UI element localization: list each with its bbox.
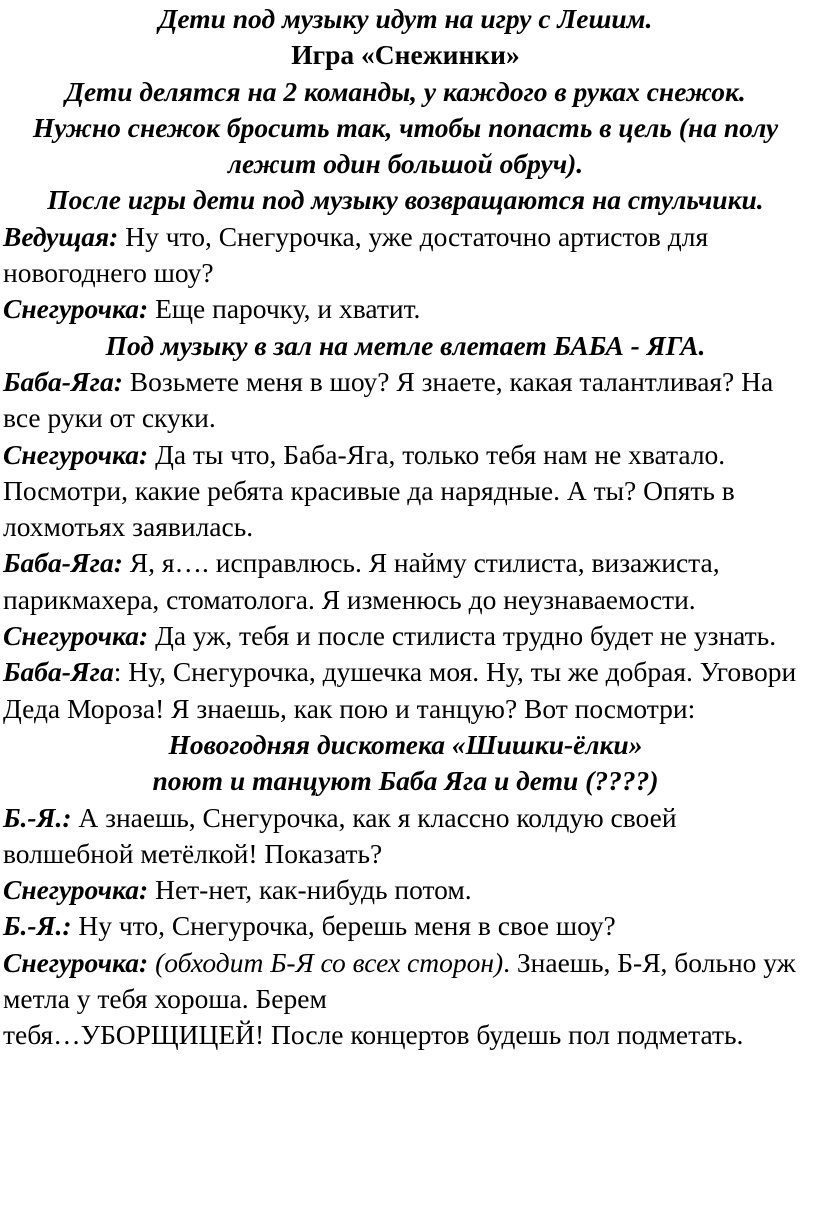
stage-direction: Под музыку в зал на метле влетает БАБА - ЯГА. [105,329,706,361]
dialogue-line [3,545,808,618]
speaker-name: Баба-Яга: [3,547,123,579]
speech-text: Еще парочку, и хватит. [148,293,421,325]
speaker-name: Б.-Я.: [3,801,72,833]
speaker-name: Снегурочка: [3,293,149,325]
dialogue-line [3,654,808,727]
speech-text: . Знаешь, Б-Я, больно уж метла у тебя хороша. Берем [3,946,796,1015]
speech-text: Я, я…. исправлюсь. Я найму стилиста, визажиста, парикмахера, стоматолога. Я изменюсь до неузнаваемости. [3,547,720,615]
dialogue-line [3,364,808,437]
speaker-name: Снегурочка: [3,946,149,978]
speech-text: Нет-нет, как-нибудь потом. [148,874,472,906]
speaker-name: Баба-Яга: [3,365,123,397]
speech-text: А знаешь, Снегурочка, как я классно колдую своей волшебной метёлкой! Показать? [3,801,677,869]
intro-line-5: После игры дети под музыку возвращаются на стульчики. [47,184,764,216]
speech-text: Да уж, тебя и после стилиста трудно будет не узнать. [148,620,777,652]
dialogue-line [3,618,808,654]
speaker-name: Снегурочка: [3,438,149,470]
dialogue-line [3,945,808,1054]
speaker-name: Снегурочка: [3,874,149,906]
intro-line-1: Дети под музыку идут на игру с Лешим. [158,3,653,34]
game-title: Игра «Снежинки» [291,39,520,71]
dialogue-line [3,908,808,944]
speech-text: Ну что, Снегурочка, берешь меня в свое шоу? [71,910,616,942]
intro-line-3: Дети делятся на 2 команды, у каждого в руках снежок. [65,75,746,107]
song-subtitle: поют и танцуют Баба Яга и дети (????) [152,765,659,797]
intro-line-4: Нужно снежок бросить так, чтобы попасть в цель (на полу лежит один большой обруч). [32,111,779,180]
speech-text: тебя…УБОРЩИЦЕЙ! После концертов будешь пол подметать. [3,1019,744,1051]
speaker-name: Снегурочка: [3,620,149,652]
speaker-name: Ведущая: [3,220,119,252]
song-title: Новогодняя дискотека «Шишки-ёлки» [168,728,643,760]
dialogue-line [3,291,808,327]
speaker-name: Б.-Я.: [3,910,72,942]
speaker-name: Баба-Яга [3,656,114,688]
dialogue-line [3,437,808,546]
dialogue-line [3,800,808,873]
speech-text: Ну что, Снегурочка, уже достаточно артистов для новогоднего шоу? [3,220,709,289]
speech-text: Возьмете меня в шоу? Я знаете, какая талантливая? На все руки от скуки. [3,365,774,434]
speech-text: Да ты что, Баба-Яга, только тебя нам не хватало. Посмотри, какие ребята красивые да нарядные. А ты? Опять в лохмотьях заявилась. [3,438,735,543]
document-page [0,1,816,1054]
dialogue-line [3,219,808,292]
dialogue-line [3,872,808,908]
stage-remark: (обходит Б-Я со всех сторон) [155,946,504,978]
speech-text: : Ну, Снегурочка, душечка моя. Ну, ты же добрая. Уговори Деда Мороза! Я знаешь, как пою и танцую? Вот посмотри: [3,656,797,724]
